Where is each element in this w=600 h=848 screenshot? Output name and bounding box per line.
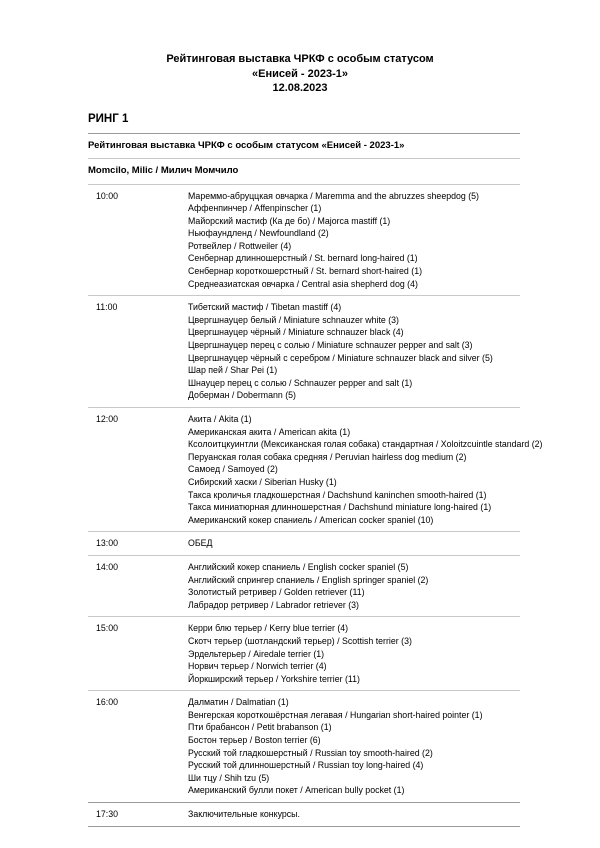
breed-entry: Норвич терьер / Norwich terrier (4) <box>188 661 327 672</box>
breed-entry: Ротвейлер / Rottweiler (4) <box>188 240 292 251</box>
row-entries <box>188 537 600 550</box>
row-time: 11:00 <box>96 302 118 313</box>
table-row[interactable] <box>88 556 600 616</box>
breed-entry: Скотч терьер (шотландский терьер) / Scottish terrier (3) <box>188 635 412 646</box>
breed-entry: Майорский мастиф (Ка де бо) / Majorca mastiff (1) <box>188 215 391 226</box>
title-line-3: 12.08.2023 <box>272 82 328 94</box>
breed-entry: Золотистый ретривер / Golden retriever (11) <box>188 587 365 598</box>
breed-entry: Ксолоитцкуинтли (Мексиканская голая собака) стандартная / Xoloitzcuintle standard (2) <box>188 439 543 450</box>
breed-entry: Английский спрингер спаниель / English springer spaniel (2) <box>188 574 429 585</box>
breed-entry: ОБЕД <box>188 538 213 549</box>
breed-entry: Цвергшнауцер чёрный / Miniature schnauzer black (4) <box>188 327 404 338</box>
breed-entry: Далматин / Dalmatian (1) <box>188 697 289 708</box>
row-entries <box>188 808 600 821</box>
show-subtitle: Рейтинговая выставка ЧРКФ с особым статусом «Енисей - 2023-1» <box>88 139 405 151</box>
row-entries <box>188 561 600 611</box>
title-line-2: «Енисей - 2023-1» <box>251 67 348 80</box>
breed-entry: Аффенпинчер / Affenpinscher (1) <box>188 203 322 214</box>
breed-entry: Цвергшнауцер белый / Miniature schnauzer white (3) <box>188 314 399 325</box>
document-title <box>0 0 600 96</box>
row-time: 13:00 <box>96 538 119 549</box>
table-row[interactable] <box>88 617 600 690</box>
breed-entry: Шнауцер перец с солью / Schnauzer pepper and salt (1) <box>188 377 413 388</box>
breed-entry: Мареммо-абруццкая овчарка / Maremma and the abruzzes sheepdog (5) <box>188 190 479 201</box>
breed-entry: Цвергшнауцер чёрный с серебром / Miniature schnauzer black and silver (5) <box>188 352 493 363</box>
row-entries <box>188 301 600 402</box>
breed-entry: Английский кокер спаниель / English cocker spaniel (5) <box>188 561 409 572</box>
breed-entry: Такса миниатюрная длинношерстная / Dachshund miniature long-haired (1) <box>188 502 492 513</box>
row-time: 12:00 <box>96 414 119 424</box>
breed-entry: Среднеазиатская овчарка / Central asia shepherd dog (4) <box>188 278 418 289</box>
breed-entry: Тибетский мастиф / Tibetan mastiff (4) <box>188 302 342 313</box>
table-row[interactable] <box>88 408 600 531</box>
table-row[interactable] <box>88 185 600 296</box>
schedule-content <box>88 96 600 827</box>
row-entries <box>188 696 600 797</box>
table-bottom-divider <box>88 826 520 827</box>
breed-entry: Доберман / Dobermann (5) <box>188 390 296 401</box>
breed-entry: Эрдельтерьер / Airedale terrier (1) <box>188 648 325 659</box>
judge-name: Momcilo, Milic / Милич Момчило <box>88 164 239 176</box>
breed-entry: Ши тцу / Shih tzu (5) <box>188 772 270 783</box>
breed-entry: Американская акита / American akita (1) <box>188 426 351 437</box>
breed-entry: Заключительные конкурсы. <box>188 809 300 820</box>
breed-entry: Шар пей / Shar Pei (1) <box>188 365 278 376</box>
row-time: 14:00 <box>96 561 119 572</box>
breed-entry: Сенбернар длинношерстный / St. bernard long-haired (1) <box>188 253 418 264</box>
breed-entry: Бостон терьер / Boston terrier (6) <box>188 735 321 746</box>
row-time: 17:30 <box>96 809 119 820</box>
breed-entry: Русский той длинношерстный / Russian toy long-haired (4) <box>188 760 424 771</box>
breed-entry: Керри блю терьер / Kerry blue terrier (4) <box>188 623 349 634</box>
breed-entry: Перуанская голая собака средняя / Peruvian hairless dog medium (2) <box>188 451 467 462</box>
row-entries <box>188 413 600 526</box>
table-row[interactable] <box>88 691 600 802</box>
breed-entry: Такса кроличья гладкошерстная / Dachshund kaninchen smooth-haired (1) <box>188 489 487 500</box>
breed-entry: Цвергшнауцер перец с солью / Miniature schnauzer pepper and salt (3) <box>188 340 473 351</box>
breed-entry: Американский кокер спаниель / American cocker spaniel (10) <box>188 514 434 525</box>
schedule-table <box>88 184 600 827</box>
breed-entry: Сенбернар короткошерстный / St. bernard short-haired (1) <box>188 266 423 277</box>
title-line-1: Рейтинговая выставка ЧРКФ с особым статусом <box>166 53 434 65</box>
breed-entry: Пти брабансон / Petit brabanson (1) <box>188 722 332 733</box>
breed-entry: Самоед / Samoyed (2) <box>188 464 278 475</box>
breed-entry: Русский той гладкошерстный / Russian toy smooth-haired (2) <box>188 747 433 758</box>
table-row[interactable] <box>88 296 600 407</box>
table-row[interactable] <box>88 532 600 555</box>
breed-entry: Венгерская короткошёрстная легавая / Hungarian short-haired pointer (1) <box>188 709 483 720</box>
breed-entry: Ньюфаундленд / Newfoundland (2) <box>188 228 329 239</box>
row-time: 10:00 <box>96 190 119 201</box>
table-row[interactable] <box>88 803 600 826</box>
row-time: 16:00 <box>96 697 119 708</box>
breed-entry: Лабрадор ретривер / Labrador retriever (3) <box>188 599 359 610</box>
breed-entry: Акита / Akita (1) <box>188 414 252 424</box>
ring-heading: РИНГ 1 <box>88 112 129 125</box>
breed-entry: Американский булли покет / American bully pocket (1) <box>188 785 405 796</box>
breed-entry: Йоркширский терьер / Yorkshire terrier (11) <box>188 673 360 684</box>
breed-entry: Сибирский хаски / Siberian Husky (1) <box>188 476 337 487</box>
row-entries <box>188 622 600 685</box>
row-entries <box>188 190 600 291</box>
row-time: 15:00 <box>96 623 119 634</box>
